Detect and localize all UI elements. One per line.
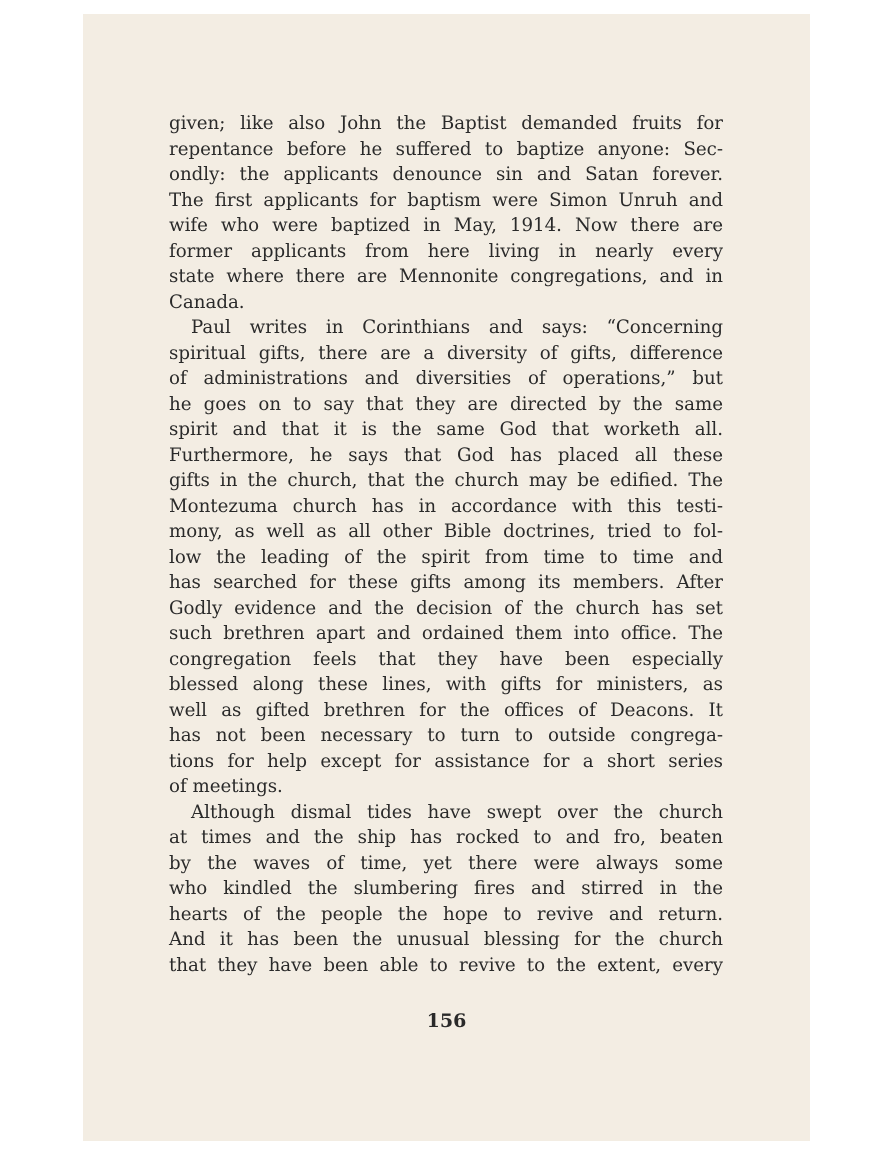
text-line: Paul writes in Corinthians and says: “Concerning — [191, 317, 723, 338]
page-number: 156 — [426, 1010, 467, 1032]
text-line: that they have been able to revive to the extent, every — [169, 954, 723, 976]
text-line: at times and the ship has rocked to and fro, beaten — [169, 827, 723, 848]
body-text — [169, 111, 723, 978]
text-line: of meetings. — [169, 776, 283, 797]
text-line: such brethren apart and ordained them into office. The — [169, 623, 723, 644]
text-line: wife who were baptized in May, 1914. Now there are — [169, 215, 723, 236]
text-line: spirit and that it is the same God that worketh all. — [169, 419, 723, 440]
text-line: low the leading of the spirit from time to time and — [169, 546, 723, 568]
text-line: repentance before he suffered to baptize anyone: Sec- — [169, 138, 723, 160]
text-line: mony, as well as all other Bible doctrines, tried to fol- — [169, 521, 723, 542]
text-line: The first applicants for baptism were Simon Unruh and — [169, 189, 723, 211]
text-line: has not been necessary to turn to outside congrega- — [169, 725, 723, 746]
book-page — [83, 14, 810, 1141]
text-line: given; like also John the Baptist demanded fruits for — [169, 113, 723, 134]
text-line: by the waves of time, yet there were always some — [169, 852, 723, 874]
text-line: Although dismal tides have swept over the church — [191, 801, 723, 823]
text-line: former applicants from here living in nearly every — [169, 240, 723, 262]
text-line: state where there are Mennonite congregations, and in — [169, 266, 723, 287]
text-line: Canada. — [169, 291, 245, 313]
text-line: of administrations and diversities of operations,” but — [169, 368, 723, 389]
text-line: tions for help except for assistance for a short series — [169, 750, 723, 772]
text-line: Montezuma church has in accordance with this testi- — [169, 495, 723, 517]
text-line: ondly: the applicants denounce sin and Satan forever. — [169, 164, 723, 185]
text-line: spiritual gifts, there are a diversity of gifts, difference — [169, 342, 723, 364]
text-line: congregation feels that they have been especially — [169, 648, 723, 670]
text-line: has searched for these gifts among its members. After — [169, 572, 723, 593]
text-line: he goes on to say that they are directed by the same — [169, 393, 723, 415]
text-line: who kindled the slumbering fires and stirred in the — [169, 878, 723, 899]
text-line: blessed along these lines, with gifts for ministers, as — [169, 674, 723, 695]
text-line: Furthermore, he says that God has placed all these — [169, 444, 723, 466]
text-line: And it has been the unusual blessing for the church — [169, 929, 723, 950]
text-line: hearts of the people the hope to revive and return. — [169, 903, 723, 925]
text-line: well as gifted brethren for the offices of Deacons. It — [169, 699, 723, 721]
text-line: gifts in the church, that the church may be edified. The — [169, 470, 723, 491]
text-line: Godly evidence and the decision of the church has set — [169, 597, 723, 619]
